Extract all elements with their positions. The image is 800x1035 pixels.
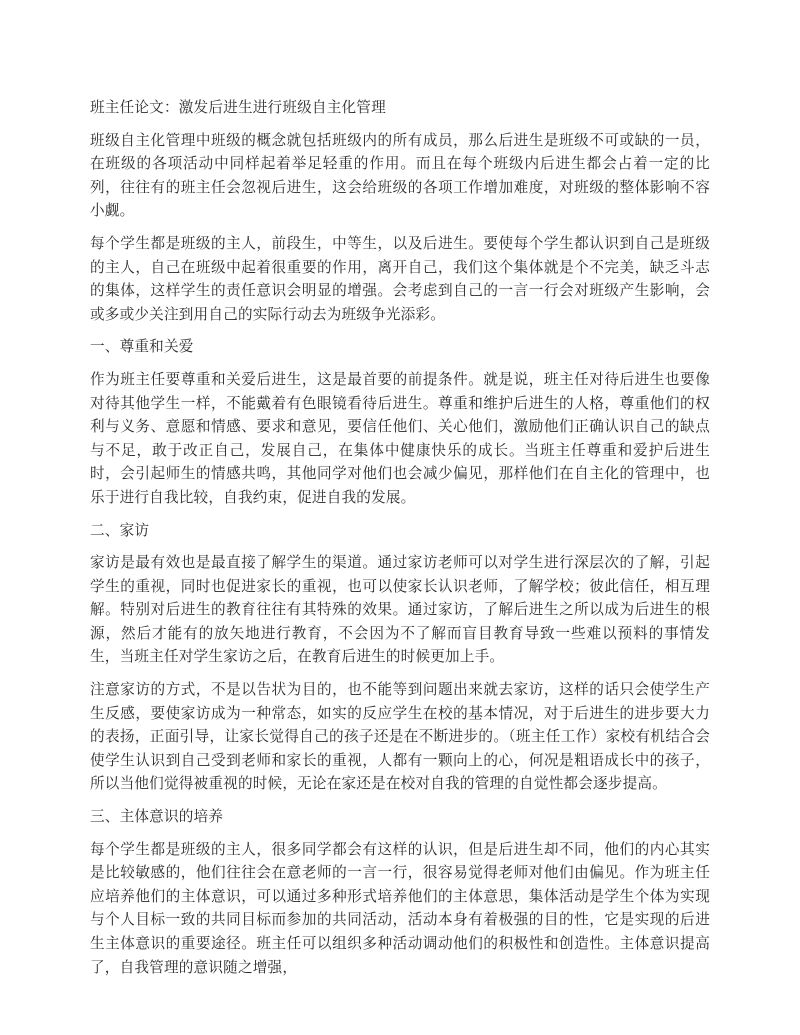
section-heading-respect: 一、尊重和关爱 (90, 338, 194, 356)
paragraph-subject-awareness: 每个学生都是班级的主人，很多同学都会有这样的认识，但是后进生却不同，他们的内心其实是比较敏感的，他们往往会在意老师的一言一行，很容易觉得老师对他们由偏见。作为班主任应培养他们的主体意识，可以通过多种形式培养他们的主体意思，集体活动是学生个体为实现与个人目标一致的共同目标而参加的共同活动，活动本身有着极强的目的性，它是实现的后进生主体意识的重要途径。班主任可以组织多种活动调动他们的积极性和创造性。主体意识提高了，自我管理的意识随之增强， (90, 840, 710, 976)
document-title: 班主任论文：激发后进生进行班级自主化管理 (90, 99, 386, 116)
document-page (90, 96, 710, 988)
paragraph-class-master: 每个学生都是班级的主人，前段生，中等生，以及后进生。要使每个学生都认识到自己是班级的主人，自己在班级中起着很重要的作用，离开自己，我们这个集体就是个不完美，缺乏斗志的集体，这样学生的责任意识会明显的增强。会考虑到自己的一言一行会对班级产生影响，会或多或少关注到用自己的实际行动去为班级争光添彩。 (90, 234, 710, 323)
paragraph-home-visit: 家访是最有效也是最直接了解学生的渠道。通过家访老师可以对学生进行深层次的了解，引起学生的重视，同时也促进家长的重视，也可以使家长认识老师，了解学校；彼此信任，相互理解。特别对后进生的教育往往有其特殊的效果。通过家访，了解后进生之所以成为后进生的根源，然后才能有的放矢地进行教育，不会因为不了解而盲目教育导致一些难以预料的事情发生，当班主任对学生家访之后，在教育后进生的时候更加上手。 (90, 554, 710, 666)
paragraph-respect: 作为班主任要尊重和关爱后进生，这是最首要的前提条件。就是说，班主任对待后进生也要像对待其他学生一样，不能戴着有色眼镜看待后进生。尊重和维护后进生的人格，尊重他们的权利与义务、意愿和情感、要求和意见，要信任他们、关心他们，激励他们正确认识自己的缺点与不足，敢于改正自己，发展自己，在集体中健康快乐的成长。当班主任尊重和爱护后进生时，会引起师生的情感共鸣，其他同学对他们也会减少偏见，那样他们在自主化的管理中，也乐于进行自我比较，自我约束，促进自我的发展。 (90, 370, 710, 506)
section-heading-home-visit: 二、家访 (90, 521, 150, 539)
paragraph-home-visit-method: 注意家访的方式，不是以告状为目的，也不能等到问题出来就去家访，这样的话只会使学生产生反感，要使家访成为一种常态，如实的反应学生在校的基本情况，对于后进生的进步要大力的表扬，正面引导，让家长觉得自己的孩子还是在不断进步的。（班主任工作）家校有机结合会使学生认识到自己受到老师和家长的重视，人都有一颗向上的心，何况是粗语成长中的孩子，所以当他们觉得被重视的时候，无论在家还是在校对自我的管理的自觉性都会逐步提高。 (90, 681, 710, 793)
paragraph-intro: 班级自主化管理中班级的概念就包括班级内的所有成员，那么后进生是班级不可或缺的一员，在班级的各项活动中同样起着举足轻重的作用。而且在每个班级内后进生都会占着一定的比列，往往有的班主任会忽视后进生，这会给班级的各项工作增加难度，对班级的整体影响不容小觑。 (90, 131, 710, 220)
section-heading-subject-awareness: 三、主体意识的培养 (90, 808, 224, 826)
